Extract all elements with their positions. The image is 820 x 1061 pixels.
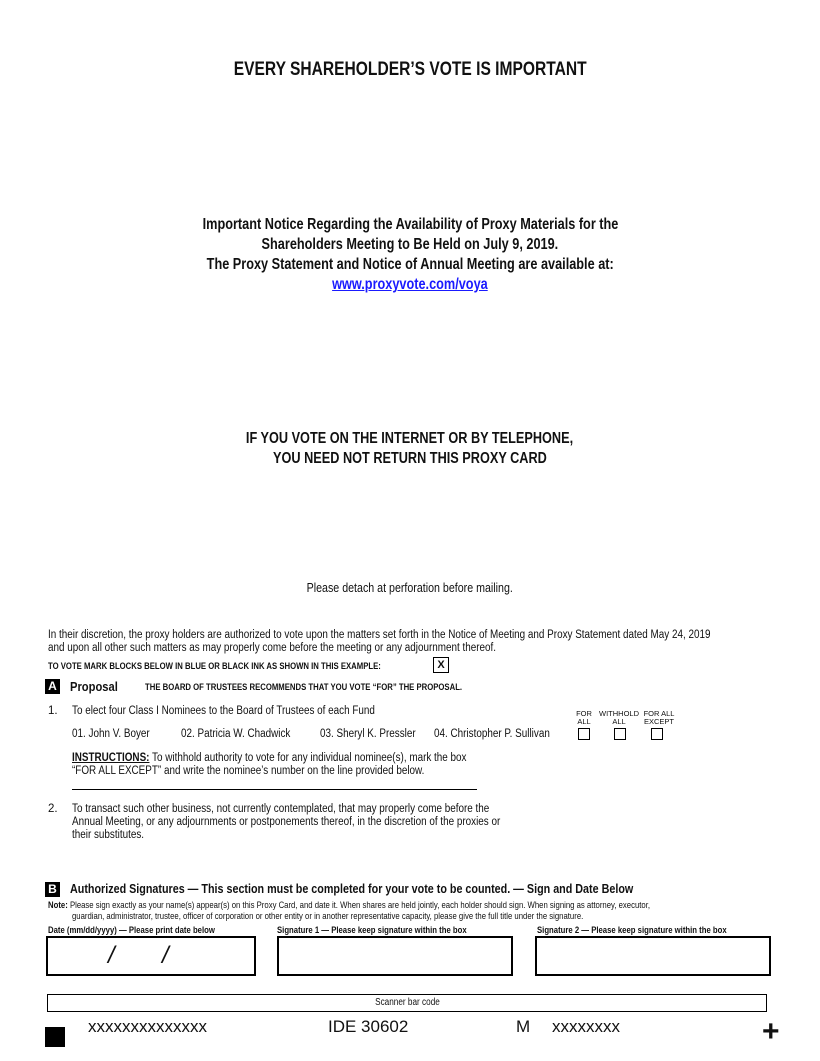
note-label: Note: <box>48 900 68 910</box>
vote-header-for-all: FOR ALL <box>576 709 592 726</box>
instructions-label: INSTRUCTIONS: <box>72 752 150 764</box>
proposal-1-text: To elect four Class I Nominees to the Board of Trustees of each Fund <box>72 705 375 717</box>
notice-line-1: Important Notice Regarding the Availability of Proxy Materials for the <box>202 216 618 233</box>
notice-line-3: The Proxy Statement and Notice of Annual Meeting are available at: <box>206 256 614 273</box>
registration-mark <box>45 1027 65 1047</box>
nominee-1: 01. John V. Boyer <box>72 728 150 740</box>
footer-code-3: M <box>516 1017 531 1036</box>
section-b-badge: B <box>45 882 60 897</box>
section-a-recommendation: THE BOARD OF TRUSTEES RECOMMENDS THAT YOU VOTE “FOR” THE PROPOSAL. <box>145 682 463 692</box>
signature-1-field[interactable] <box>277 936 513 976</box>
signature-note <box>48 900 748 922</box>
vote-header-withhold-all: WITHHOLD ALL <box>599 709 639 726</box>
notice-line-2: Shareholders Meeting to Be Held on July 9, 2019. <box>261 236 559 253</box>
instructions-text-2: “FOR ALL EXCEPT” and write the nominee’s number on the line provided below. <box>72 765 425 777</box>
instructions-block <box>72 752 531 778</box>
signature-2-field[interactable] <box>535 936 771 976</box>
proposal-2-number: 2. <box>48 803 58 815</box>
vote-header-for-all-except: FOR ALL EXCEPT <box>643 709 675 726</box>
nominee-2: 02. Patricia W. Chadwick <box>181 728 291 740</box>
footer-code-2: IDE 30602 <box>328 1017 409 1036</box>
nominee-3: 03. Sheryl K. Pressler <box>320 728 416 740</box>
section-a-title: Proposal <box>70 679 118 694</box>
for-all-checkbox[interactable] <box>578 728 590 740</box>
page-title: EVERY SHAREHOLDER’S VOTE IS IMPORTANT <box>233 59 587 80</box>
proxyvote-link[interactable]: www.proxyvote.com/voya <box>332 276 488 293</box>
nominee-number-line[interactable] <box>72 789 477 790</box>
internet-notice-line-2: YOU NEED NOT RETURN THIS PROXY CARD <box>273 450 547 467</box>
date-separator-1: / <box>108 942 115 969</box>
nominee-4: 04. Christopher P. Sullivan <box>434 728 550 740</box>
date-separator-2: / <box>162 942 169 969</box>
detach-text: Please detach at perforation before mailing. <box>306 580 514 595</box>
note-line-1: Please sign exactly as your name(s) appear(s) on this Proxy Card, and date it. When shares are held jointly, each holder should sign. When signing as attorney, executor, <box>69 900 651 910</box>
instructions-text-1: To withhold authority to vote for any individual nominee(s), mark the box <box>152 752 467 764</box>
footer-code-4: xxxxxxxx <box>552 1017 620 1036</box>
date-label: Date (mm/dd/yyyy) — Please print date below <box>48 925 215 935</box>
section-b-title: Authorized Signatures — This section must be completed for your vote to be counted. — Sign and Date Below <box>70 882 634 896</box>
withhold-all-checkbox[interactable] <box>614 728 626 740</box>
mark-instructions: TO VOTE MARK BLOCKS BELOW IN BLUE OR BLACK INK AS SHOWN IN THIS EXAMPLE: <box>48 661 381 671</box>
for-all-except-checkbox[interactable] <box>651 728 663 740</box>
note-line-2: guardian, administrator, trustee, officer of corporation or other entity or in another representative capacity, please give the full title under the signature. <box>72 911 584 921</box>
discretion-paragraph: In their discretion, the proxy holders are authorized to vote upon the matters set forth in the Notice of Meeting and Proxy Statement dated May 24, 2019 and upon all other such matters as may properly come before the meeting or any adjournment thereof. <box>48 629 711 654</box>
internet-notice <box>0 429 820 469</box>
internet-notice-line-1: IF YOU VOTE ON THE INTERNET OR BY TELEPHONE, <box>246 430 574 447</box>
signature-2-label: Signature 2 — Please keep signature within the box <box>537 925 727 935</box>
signature-1-label: Signature 1 — Please keep signature within the box <box>277 925 467 935</box>
proposal-2-text: To transact such other business, not currently contemplated, that may properly come before the Annual Meeting, or any adjournments or postponements thereof, in the discretion of the proxies or their substitutes. <box>72 803 501 841</box>
example-mark-box: X <box>433 657 449 673</box>
availability-notice <box>0 215 820 295</box>
section-a-badge: A <box>45 679 60 694</box>
proposal-1-number: 1. <box>48 705 58 717</box>
date-field[interactable] <box>46 936 256 976</box>
footer-code-1: xxxxxxxxxxxxxx <box>88 1017 207 1036</box>
plus-mark: + <box>762 1015 780 1048</box>
scanner-bar-code-box: Scanner bar code <box>47 994 767 1012</box>
